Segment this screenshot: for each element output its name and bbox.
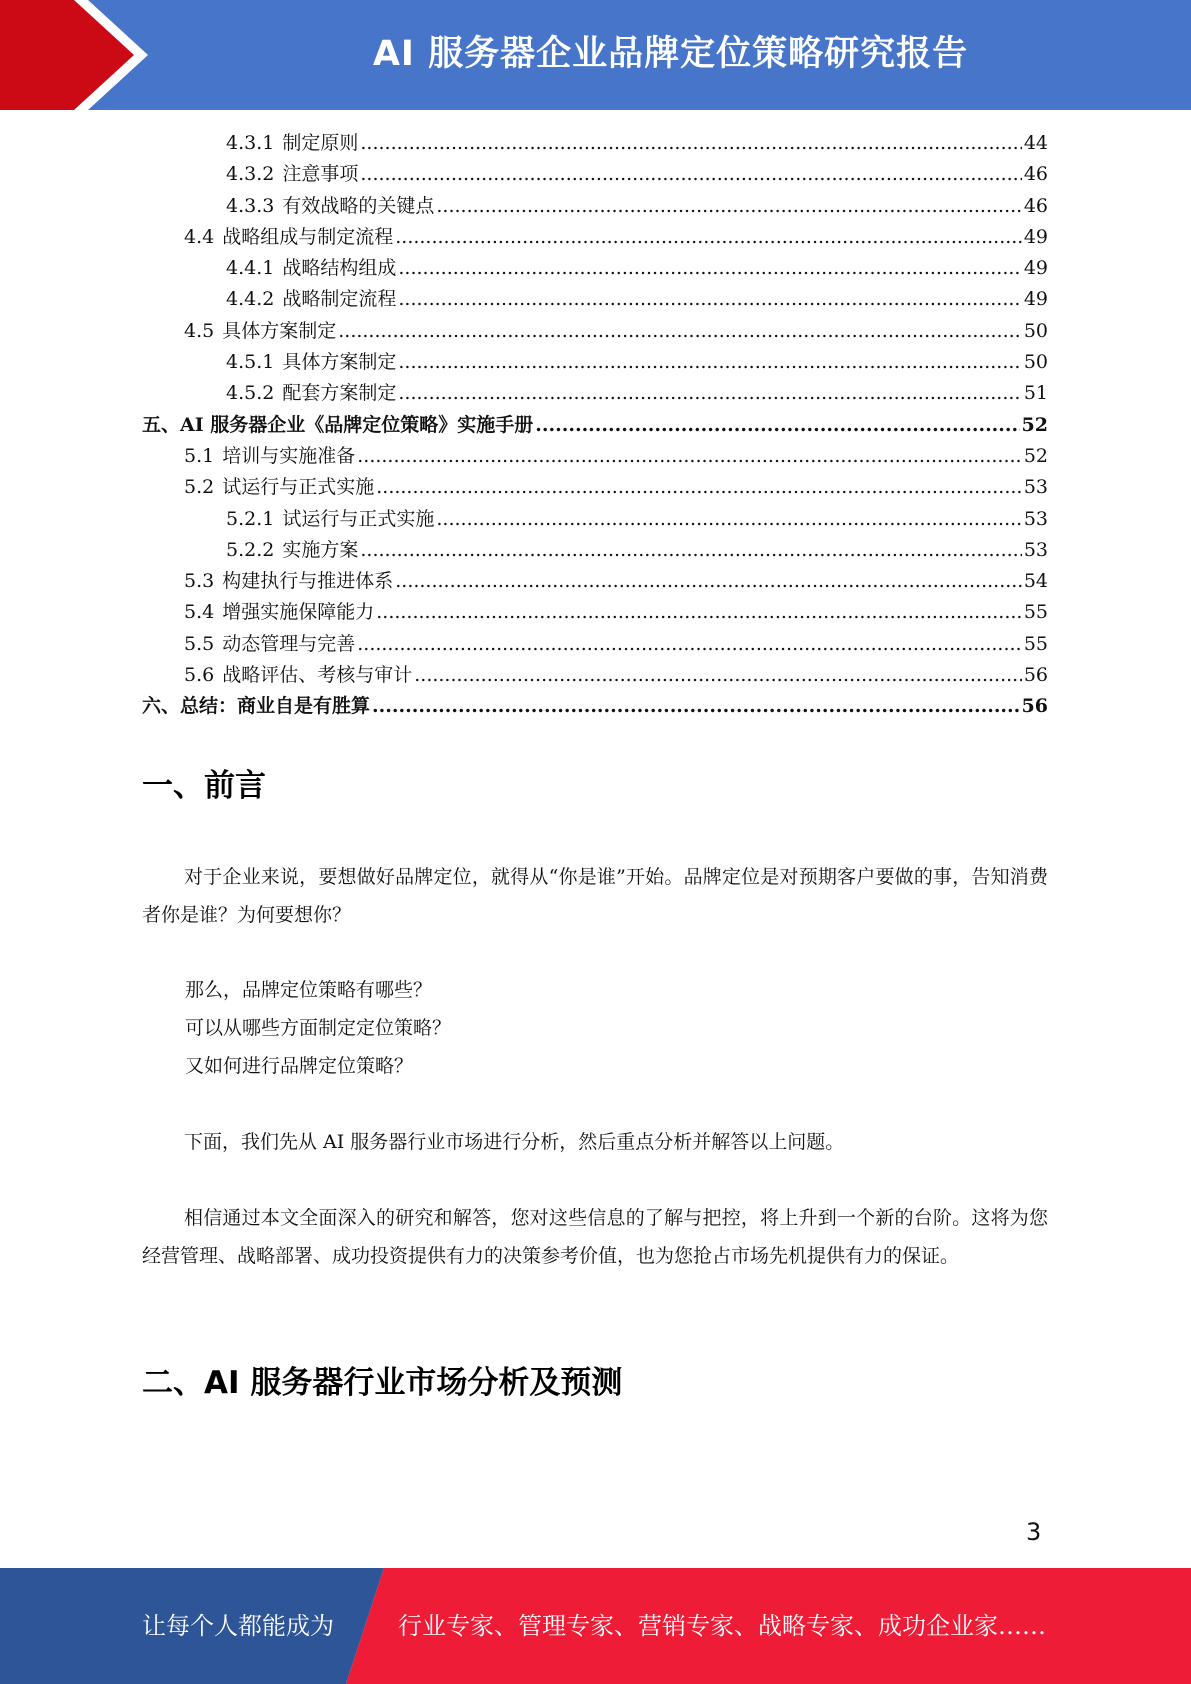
toc-entry-page: 56	[1021, 695, 1048, 718]
toc-entry-page: 52	[1023, 444, 1048, 467]
toc-entry[interactable]	[142, 378, 1048, 409]
toc-entry[interactable]	[142, 629, 1048, 660]
toc-entry[interactable]	[142, 441, 1048, 472]
toc-dot-leader	[360, 535, 1021, 566]
toc-entry-label: 战略结构组成	[282, 257, 397, 280]
toc-entry-number: 5.6	[184, 664, 215, 687]
toc-entry-number: 4.5.1	[226, 351, 275, 374]
header-chevron-decoration	[0, 0, 160, 110]
preface-question-3: 又如何进行品牌定位策略？	[185, 1055, 414, 1077]
section-heading-preface: 一、前言	[142, 768, 266, 804]
toc-entry-label: 试运行与正式实施	[222, 476, 375, 499]
toc-dot-leader	[398, 378, 1021, 409]
preface-question-1: 那么，品牌定位策略有哪些？	[185, 979, 433, 1001]
toc-entry-label: 培训与实施准备	[222, 444, 356, 467]
toc-entry-page: 55	[1023, 601, 1048, 624]
toc-entry-number: 4.3.3	[226, 194, 275, 217]
toc-entry-page: 53	[1023, 476, 1048, 499]
table-of-contents	[142, 128, 1048, 723]
toc-dot-leader	[360, 128, 1021, 159]
toc-entry-label: 试运行与正式实施	[282, 507, 435, 530]
toc-entry-number: 5.3	[184, 570, 215, 593]
toc-entry-page: 51	[1023, 382, 1048, 405]
toc-dot-leader	[338, 316, 1022, 347]
toc-entry[interactable]	[142, 504, 1048, 535]
toc-entry-label: 战略制定流程	[282, 288, 397, 311]
toc-dot-leader	[360, 159, 1021, 190]
toc-entry[interactable]	[142, 410, 1048, 441]
preface-paragraph-3: 相信通过本文全面深入的研究和解答，您对这些信息的了解与把控，将上升到一个新的台阶。这将为您经营管理、战略部署、成功投资提供有力的决策参考价值，也为您抢占市场先机提供有力的保证。	[142, 1207, 1048, 1267]
toc-entry-label: 动态管理与完善	[222, 632, 356, 655]
toc-dot-leader	[535, 410, 1019, 441]
toc-entry-label: 构建执行与推进体系	[222, 570, 394, 593]
toc-dot-leader	[414, 660, 1022, 691]
section-heading-market-analysis: 二、AI 服务器行业市场分析及预测	[142, 1365, 623, 1401]
header-title: AI 服务器企业品牌定位策略研究报告	[372, 34, 969, 74]
toc-entry-number: 4.3.1	[226, 132, 275, 154]
toc-entry-label: 总结：商业自是有胜算	[180, 695, 371, 718]
page-footer	[0, 1568, 1191, 1684]
toc-entry[interactable]	[142, 222, 1048, 253]
toc-entry-label: 具体方案制定	[282, 351, 397, 374]
toc-entry-page: 56	[1023, 664, 1048, 687]
toc-dot-leader	[398, 284, 1021, 315]
toc-entry[interactable]	[142, 566, 1048, 597]
toc-entry-page: 49	[1023, 257, 1048, 280]
preface-paragraph-1: 对于企业来说，要想做好品牌定位，就得从“你是谁”开始。品牌定位是对预期客户要做的事，告知消费者你是谁？为何要想你？	[142, 866, 1048, 926]
toc-dot-leader	[436, 191, 1021, 222]
toc-entry-number: 4.4.2	[226, 288, 275, 311]
toc-entry-number: 5.2.2	[226, 538, 275, 561]
toc-dot-leader	[372, 691, 1020, 722]
toc-dot-leader	[395, 566, 1022, 597]
toc-dot-leader	[398, 253, 1021, 284]
toc-entry[interactable]	[142, 316, 1048, 347]
toc-entry-page: 46	[1023, 163, 1048, 186]
toc-entry-label: AI 服务器企业《品牌定位策略》实施手册	[180, 413, 534, 436]
toc-entry-page: 55	[1023, 632, 1048, 655]
toc-entry[interactable]	[142, 472, 1048, 503]
toc-entry-number: 4.5.2	[226, 382, 275, 405]
toc-dot-leader	[395, 222, 1022, 253]
toc-entry-page: 53	[1023, 507, 1048, 530]
toc-entry[interactable]	[142, 284, 1048, 315]
footer-slogan-right: 行业专家、管理专家、营销专家、战略专家、成功企业家……	[398, 1612, 1046, 1640]
toc-dot-leader	[376, 597, 1022, 628]
toc-dot-leader	[357, 441, 1022, 472]
toc-entry[interactable]	[142, 535, 1048, 566]
toc-entry[interactable]	[142, 347, 1048, 378]
toc-entry-number: 5.4	[184, 601, 215, 624]
toc-entry[interactable]	[142, 128, 1048, 159]
toc-dot-leader	[436, 504, 1021, 535]
page-header	[0, 0, 1191, 110]
toc-entry-number: 六、	[142, 695, 181, 718]
toc-dot-leader	[376, 472, 1022, 503]
toc-entry[interactable]	[142, 691, 1048, 722]
toc-dot-leader	[357, 629, 1022, 660]
toc-entry-page: 49	[1023, 288, 1048, 311]
toc-entry-number: 5.2	[184, 476, 215, 499]
toc-entry-page: 52	[1021, 413, 1048, 436]
toc-entry-page: 50	[1023, 351, 1048, 374]
preface-question-2: 可以从哪些方面制定定位策略？	[185, 1017, 452, 1039]
toc-entry-number: 4.5	[184, 319, 215, 342]
preface-paragraph-2: 下面，我们先从 AI 服务器行业市场进行分析，然后重点分析并解答以上问题。	[184, 1131, 845, 1153]
toc-entry[interactable]	[142, 191, 1048, 222]
toc-entry-label: 配套方案制定	[282, 382, 397, 405]
toc-entry-number: 4.4	[184, 225, 215, 248]
toc-entry-label: 战略评估、考核与审计	[222, 664, 413, 687]
toc-entry-number: 4.3.2	[226, 163, 275, 186]
toc-dot-leader	[398, 347, 1021, 378]
toc-entry[interactable]	[142, 159, 1048, 190]
footer-slogan-left: 让每个人都能成为	[142, 1612, 334, 1640]
page-number: 3	[1026, 1518, 1042, 1546]
toc-entry-number: 五、	[142, 413, 181, 436]
toc-entry-label: 实施方案	[282, 538, 359, 561]
toc-entry-page: 54	[1023, 570, 1048, 593]
toc-entry-label: 制定原则	[282, 132, 359, 154]
toc-entry-label: 具体方案制定	[222, 319, 337, 342]
toc-entry-page: 53	[1023, 538, 1048, 561]
toc-entry-number: 5.1	[184, 444, 215, 467]
toc-entry-page: 46	[1023, 194, 1048, 217]
toc-entry-label: 有效战略的关键点	[282, 194, 435, 217]
toc-entry-number: 5.5	[184, 632, 215, 655]
toc-entry-page: 44	[1023, 132, 1048, 154]
toc-entry-label: 战略组成与制定流程	[222, 225, 394, 248]
toc-entry-label: 注意事项	[282, 163, 359, 186]
toc-entry[interactable]	[142, 253, 1048, 284]
toc-entry-number: 4.4.1	[226, 257, 275, 280]
toc-entry[interactable]	[142, 597, 1048, 628]
toc-entry-label: 增强实施保障能力	[222, 601, 375, 624]
toc-entry-page: 49	[1023, 225, 1048, 248]
toc-entry[interactable]	[142, 660, 1048, 691]
toc-entry-page: 50	[1023, 319, 1048, 342]
toc-entry-number: 5.2.1	[226, 507, 275, 530]
